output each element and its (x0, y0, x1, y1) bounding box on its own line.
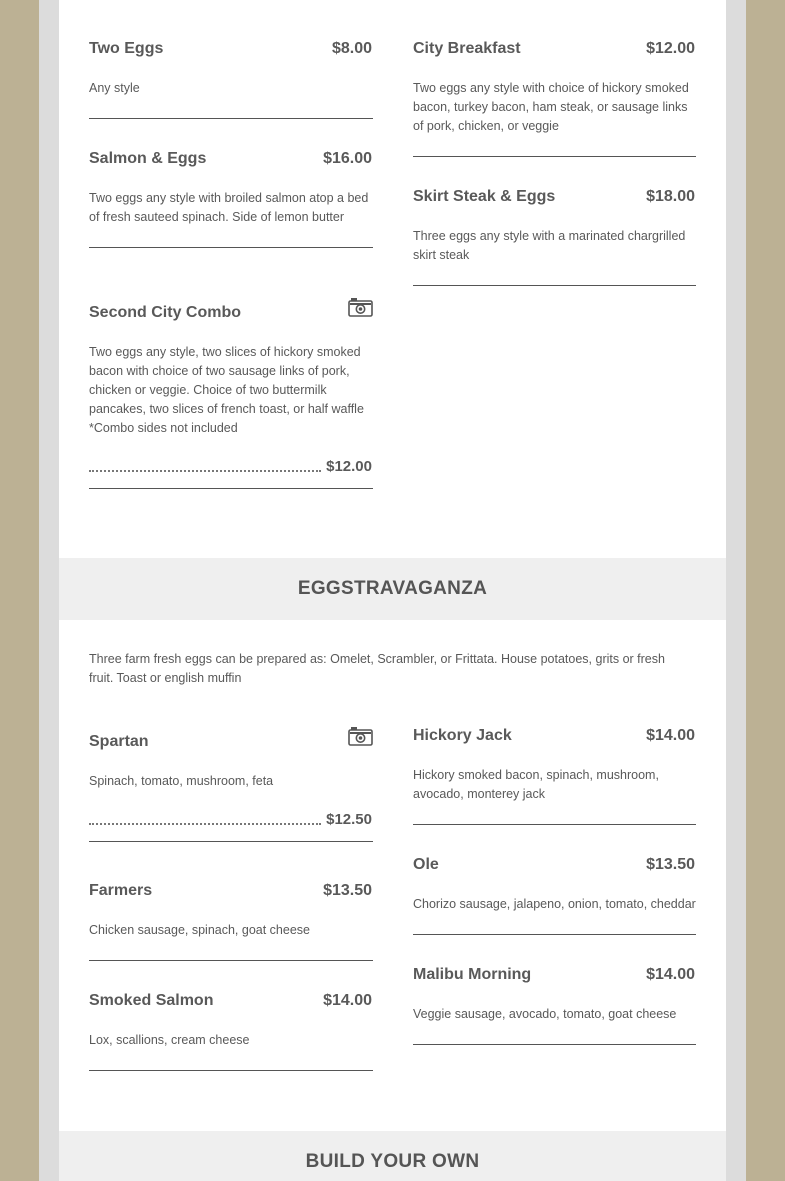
dot-leader (89, 464, 321, 472)
item-divider (89, 488, 373, 489)
item-name: Malibu Morning (413, 966, 532, 983)
section-intro: Three farm fresh eggs can be prepared as: Omelet, Scrambler, or Frittata. House potatoes, grits or fresh fruit. Toast or english muffin (89, 652, 665, 685)
section-title-eggstravaganza: EGGSTRAVAGANZA (59, 558, 726, 620)
item-divider (413, 824, 696, 825)
item-divider (89, 960, 373, 961)
item-description: Hickory smoked bacon, spinach, mushroom, avocado, monterey jack (413, 768, 659, 801)
menu-item-spartan[interactable] (89, 733, 373, 842)
menu-frame (39, 0, 746, 1181)
price-row (89, 458, 373, 478)
camera-icon[interactable] (348, 725, 373, 746)
item-description: Chorizo sausage, jalapeno, onion, tomato, cheddar (413, 897, 696, 911)
item-description: Chicken sausage, spinach, goat cheese (89, 923, 310, 937)
item-name: Farmers (89, 882, 153, 899)
item-price: $12.00 (646, 40, 695, 57)
item-divider (89, 118, 373, 119)
item-name: Skirt Steak & Eggs (413, 188, 556, 205)
item-name: Ole (413, 856, 439, 873)
item-description: Any style (89, 81, 140, 95)
item-description: Two eggs any style with broiled salmon atop a bed of fresh sauteed spinach. Side of lemon butter (89, 191, 369, 224)
menu-item-hickory-jack[interactable] (413, 727, 696, 825)
item-description: Veggie sausage, avocado, tomato, goat cheese (413, 1007, 677, 1021)
item-name: Two Eggs (89, 40, 164, 57)
item-name: Second City Combo (89, 304, 242, 321)
menu-item-smoked-salmon[interactable] (89, 992, 373, 1071)
item-description: Two eggs any style, two slices of hickory smoked bacon with choice of two sausage links of pork, chicken or veggie. Choice of two buttermilk pancakes, two slices of french toast, or half waffle *Combo sides not included (89, 345, 364, 435)
menu-item-second-city-combo[interactable] (89, 304, 373, 489)
menu-item-ole[interactable] (413, 856, 696, 935)
item-divider (413, 1044, 696, 1045)
item-price: $12.00 (326, 458, 372, 475)
item-divider (89, 841, 373, 842)
item-name: Spartan (89, 733, 149, 750)
item-price: $14.00 (646, 727, 695, 744)
menu-item-farmers[interactable] (89, 882, 373, 961)
item-price: $13.50 (646, 856, 695, 873)
menu-item-salmon-eggs[interactable] (89, 150, 373, 248)
item-description: Three eggs any style with a marinated chargrilled skirt steak (413, 229, 686, 262)
menu-item-malibu-morning[interactable] (413, 966, 696, 1045)
item-price: $8.00 (331, 40, 372, 57)
item-divider (89, 1070, 373, 1071)
camera-icon[interactable] (348, 296, 373, 317)
price-row (89, 811, 373, 831)
item-divider (413, 156, 696, 157)
item-divider (413, 934, 696, 935)
item-description: Two eggs any style with choice of hickory smoked bacon, turkey bacon, ham steak, or sausage links of pork, chicken, or veggie (413, 81, 689, 133)
menu-item-city-breakfast[interactable] (413, 40, 696, 157)
item-price: $14.00 (646, 966, 695, 983)
item-name: City Breakfast (413, 40, 521, 57)
menu-item-two-eggs[interactable] (89, 40, 373, 119)
item-price: $13.50 (323, 882, 372, 899)
menu-item-skirt-steak-eggs[interactable] (413, 188, 696, 286)
dot-leader (89, 817, 321, 825)
item-divider (413, 285, 696, 286)
section-title-build-your-own: BUILD YOUR OWN (59, 1131, 726, 1181)
item-price: $12.50 (326, 811, 372, 828)
item-description: Spinach, tomato, mushroom, feta (89, 774, 274, 788)
item-divider (89, 247, 373, 248)
menu-panel (59, 0, 726, 1181)
item-name: Hickory Jack (413, 727, 512, 744)
item-name: Salmon & Eggs (89, 150, 207, 167)
item-price: $16.00 (323, 150, 372, 167)
item-description: Lox, scallions, cream cheese (89, 1033, 250, 1047)
item-name: Smoked Salmon (89, 992, 214, 1009)
item-price: $14.00 (323, 992, 372, 1009)
item-price: $18.00 (646, 188, 695, 205)
